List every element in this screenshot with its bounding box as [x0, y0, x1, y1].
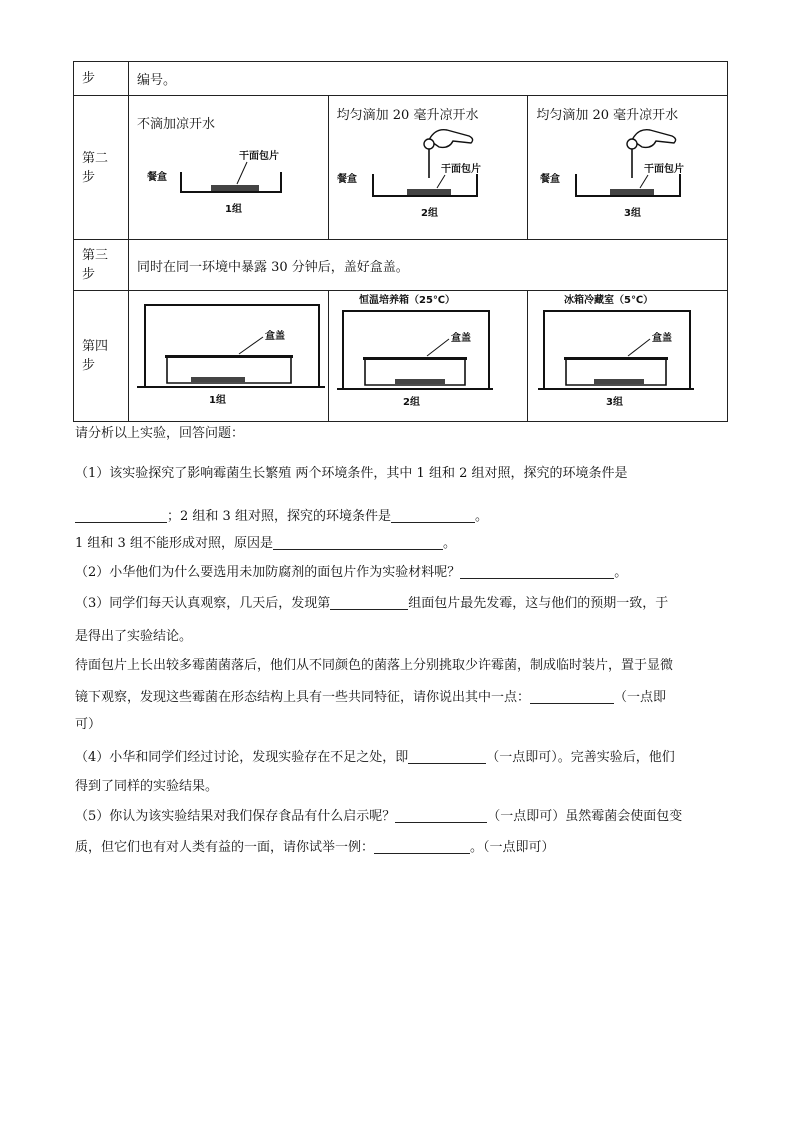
q5-text-a: （5）你认为该实验结果对我们保存食品有什么启示呢？ — [75, 809, 396, 824]
q4-text-a2: （一点即可）。完善实验后，他们 — [486, 750, 675, 765]
bread-label: 干面包片 — [644, 164, 685, 175]
question-1-line1: （1）该实验探究了影响霉菌生长繁殖 两个环境条件，其中 1 组和 2 组对照，探究的环境条件是 — [75, 466, 628, 481]
cell-caption: 均匀滴加 20 毫升凉开水 — [536, 108, 679, 123]
group1-setup-cell — [129, 96, 329, 240]
dish-label: 餐盒 — [336, 174, 357, 185]
group-label: 3组 — [606, 397, 624, 408]
step-label-line1: 第二 — [82, 150, 109, 166]
group-label: 2组 — [420, 208, 438, 219]
cell-caption: 均匀滴加 20 毫升凉开水 — [336, 108, 479, 123]
cell-caption: 不滴加凉开水 — [137, 117, 216, 132]
group2-setup-cell — [328, 96, 528, 240]
table-row-step4 — [74, 291, 728, 422]
bread-label: 干面包片 — [440, 164, 481, 175]
leader-line — [239, 337, 263, 354]
questions-intro: 请分析以上实验，回答问题： — [75, 426, 245, 441]
step-label: 步 — [74, 62, 129, 96]
q1-text-c-end: 。 — [442, 536, 456, 551]
question-3-line4 — [75, 688, 730, 708]
group3-environment-diagram — [528, 291, 728, 421]
question-3-line5: 可） — [75, 717, 102, 732]
environment-label: 恒温培养箱（25℃） — [358, 295, 455, 306]
answer-blank[interactable] — [75, 508, 167, 523]
group3-setup-cell — [528, 96, 728, 240]
bread-slice — [594, 379, 644, 384]
question-3-line3: 待面包片上长出较多霉菌菌落后，他们从不同颜色的菌落上分别挑取少许霉菌，制成临时装片，置于显微 — [75, 658, 674, 673]
step-label — [74, 240, 129, 291]
q5-text-b: 质，但它们也有对人类有益的一面，请你试举一例： — [75, 840, 375, 855]
bread-slice — [407, 189, 451, 195]
question-2 — [75, 563, 730, 583]
step-label-line1: 第四 — [82, 339, 109, 354]
step-label-line2: 步 — [82, 169, 96, 185]
table-row-step1 — [74, 62, 728, 96]
leader-line — [437, 175, 445, 188]
answer-blank[interactable] — [395, 808, 487, 823]
q1-text-c: 1 组和 3 组不能形成对照，原因是 — [75, 536, 273, 551]
leader-line — [640, 175, 648, 188]
environment-label: 冰箱冷藏室（5℃） — [564, 295, 654, 306]
room-outline — [145, 305, 319, 387]
answer-blank[interactable] — [408, 749, 486, 764]
step-label-line2: 步 — [82, 267, 96, 282]
group-label: 1组 — [225, 204, 242, 215]
step-label-line2: 步 — [82, 358, 96, 373]
q5-text-a2: （一点即可）虽然霉菌会使面包变 — [487, 809, 683, 824]
answer-blank[interactable] — [273, 535, 443, 550]
leader-line — [237, 162, 247, 184]
lid-label: 盒盖 — [652, 333, 673, 344]
answer-blank[interactable] — [391, 508, 475, 523]
lid-label: 盒盖 — [265, 331, 285, 342]
answer-blank[interactable] — [530, 689, 614, 704]
experiment-table — [73, 61, 728, 422]
lid-label: 盒盖 — [450, 333, 471, 344]
step-label-line1: 第三 — [82, 248, 109, 263]
table-row-step2 — [74, 96, 728, 240]
table-row-step3 — [74, 240, 728, 291]
bread-slice — [610, 189, 654, 195]
answer-blank[interactable] — [330, 595, 408, 610]
step-label — [74, 96, 129, 240]
box-lid — [564, 357, 668, 360]
bread-label: 干面包片 — [239, 151, 279, 162]
dish-label: 餐盒 — [540, 174, 561, 185]
question-3-line1 — [75, 594, 730, 614]
q5-text-b2: 。（一点即可） — [470, 840, 555, 855]
question-1-line2 — [75, 507, 730, 527]
q4-text-a: （4）小华和同学们经过讨论，发现实验存在不足之处，即 — [75, 750, 409, 765]
box-lid — [363, 357, 467, 360]
question-4-line1 — [75, 748, 730, 768]
group1-environment-cell — [129, 291, 329, 422]
q2-text: （2）小华他们为什么要选用未加防腐剂的面包片作为实验材料呢？ — [75, 565, 461, 580]
bread-slice — [395, 379, 445, 384]
q1-text-b: ；2 组和 3 组对照，探究的环境条件是 — [167, 509, 391, 524]
q1-text-b-end: 。 — [474, 509, 488, 524]
group2-environment-diagram — [329, 291, 529, 421]
q3-text-d2: （一点即 — [614, 690, 667, 705]
group1-environment-diagram — [129, 291, 329, 421]
q3-text-a2: 组面包片最先发霉，这与他们的预期一致，于 — [408, 596, 669, 611]
q3-text-d: 镜下观察，发现这些霉菌在形态结构上具有一些共同特征，请你说出其中一点： — [75, 690, 531, 705]
dish-label: 餐盒 — [147, 172, 167, 183]
question-5-line1 — [75, 807, 730, 827]
q2-text-end: 。 — [614, 565, 628, 580]
box-lid — [165, 355, 293, 358]
leader-line — [427, 339, 449, 356]
group-label: 2组 — [402, 397, 420, 408]
question-1-line3 — [75, 534, 730, 554]
bread-slice — [211, 185, 259, 191]
step-text: 同时在同一环境中暴露 30 分钟后，盖好盒盖。 — [129, 240, 728, 291]
group2-environment-cell — [328, 291, 528, 422]
bread-slice — [191, 377, 245, 382]
q3-text-a: （3）同学们每天认真观察，几天后，发现第 — [75, 596, 331, 611]
question-5-line2 — [75, 838, 730, 858]
leader-line — [628, 339, 650, 356]
step-label — [74, 291, 129, 422]
question-4-line2: 得到了同样的实验结果。 — [75, 779, 219, 794]
step-text: 编号。 — [129, 62, 728, 96]
answer-blank[interactable] — [460, 564, 614, 579]
group3-environment-cell — [528, 291, 728, 422]
group-label: 1组 — [209, 395, 226, 406]
answer-blank[interactable] — [374, 839, 470, 854]
group-label: 3组 — [624, 208, 642, 219]
question-3-line2: 是得出了实验结论。 — [75, 629, 193, 644]
